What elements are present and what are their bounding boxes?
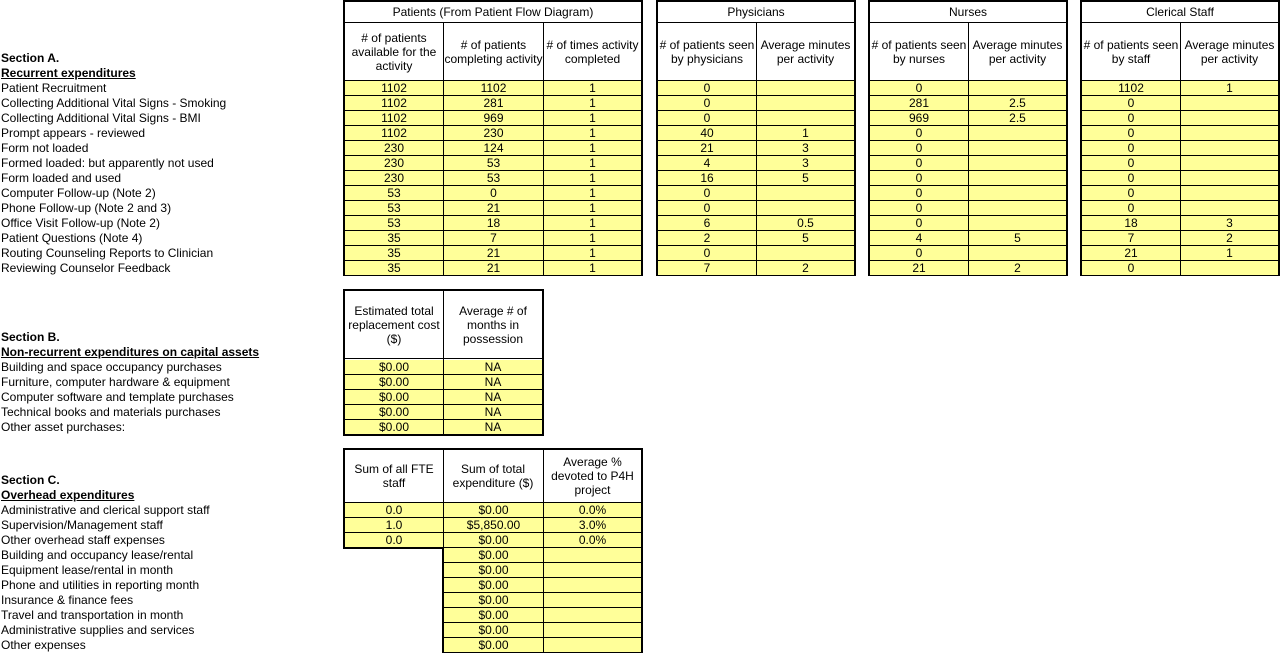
- cell-available[interactable]: 53: [345, 186, 443, 201]
- cell-staff-seen[interactable]: 18: [1082, 216, 1180, 231]
- cell-phys-min[interactable]: 1: [757, 126, 854, 141]
- cell-expenditure[interactable]: $5,850.00: [444, 518, 543, 533]
- cell-expenditure[interactable]: $0.00: [444, 623, 543, 638]
- cell-times[interactable]: 1: [544, 201, 641, 216]
- cell-available[interactable]: 35: [345, 261, 443, 276]
- row-label: Administrative supplies and services: [1, 623, 195, 637]
- cell-pct[interactable]: 3.0%: [544, 518, 641, 533]
- section-a-title: Section A.: [1, 51, 60, 65]
- cell-completing[interactable]: 969: [444, 111, 543, 126]
- cell-staff-seen[interactable]: 21: [1082, 246, 1180, 261]
- col-header-fte: Sum of all FTE staff: [354, 462, 434, 490]
- physicians-group-header: Physicians: [727, 5, 785, 19]
- cell-nurse-seen[interactable]: 281: [870, 96, 968, 111]
- cell-phys-seen[interactable]: 0: [658, 186, 756, 201]
- cell-fte[interactable]: 0.0: [345, 533, 443, 548]
- cell-completing[interactable]: 18: [444, 216, 543, 231]
- column-divider: [968, 22, 969, 276]
- column-divider: [1180, 22, 1181, 276]
- cell-completing[interactable]: 21: [444, 201, 543, 216]
- cell-nurse-seen[interactable]: 0: [870, 126, 968, 141]
- row-label: Insurance & finance fees: [1, 593, 134, 607]
- cell-pct[interactable]: [544, 548, 641, 563]
- cell-staff-min[interactable]: [1181, 111, 1278, 126]
- cell-staff-seen[interactable]: 0: [1082, 96, 1180, 111]
- row-label: Other expenses: [1, 638, 86, 652]
- cell-times[interactable]: 1: [544, 126, 641, 141]
- cell-completing[interactable]: 53: [444, 171, 543, 186]
- cell-available[interactable]: 1102: [345, 81, 443, 96]
- cell-completing[interactable]: 7: [444, 231, 543, 246]
- cell-expenditure[interactable]: $0.00: [444, 608, 543, 623]
- cell-times[interactable]: 1: [544, 141, 641, 156]
- cell-months[interactable]: NA: [444, 390, 542, 405]
- col-header-phys-min: Average minutes per activity: [760, 38, 851, 66]
- cell-completing[interactable]: 230: [444, 126, 543, 141]
- col-header-times: # of times activity completed: [546, 38, 639, 66]
- cell-phys-min[interactable]: [757, 246, 854, 261]
- cell-phys-min[interactable]: [757, 81, 854, 96]
- cell-available[interactable]: 230: [345, 156, 443, 171]
- column-divider: [443, 291, 444, 434]
- cell-staff-min[interactable]: [1181, 96, 1278, 111]
- column-divider: [543, 22, 544, 276]
- row-divider: [658, 80, 854, 81]
- column-divider: [543, 450, 544, 651]
- row-label: Reviewing Counselor Feedback: [1, 261, 171, 275]
- row-label: Computer software and template purchases: [1, 390, 234, 404]
- cell-pct[interactable]: [544, 623, 641, 638]
- cell-expenditure[interactable]: $0.00: [444, 563, 543, 578]
- cell-available[interactable]: 53: [345, 201, 443, 216]
- cell-times[interactable]: 1: [544, 171, 641, 186]
- col-header-nurse-seen: # of patients seen by nurses: [871, 38, 967, 66]
- cell-cost[interactable]: $0.00: [345, 375, 443, 390]
- cell-cost[interactable]: $0.00: [345, 405, 443, 420]
- cell-available[interactable]: 35: [345, 231, 443, 246]
- cell-staff-min[interactable]: [1181, 261, 1278, 276]
- cell-nurse-min[interactable]: [969, 81, 1066, 96]
- col-header-nurse-min: Average minutes per activity: [972, 38, 1063, 66]
- cell-fte[interactable]: 0.0: [345, 503, 443, 518]
- cell-expenditure[interactable]: $0.00: [444, 503, 543, 518]
- cell-completing[interactable]: 281: [444, 96, 543, 111]
- row-divider: [1082, 22, 1278, 23]
- cell-times[interactable]: 1: [544, 156, 641, 171]
- section-b-subtitle: Non-recurrent expenditures on capital assets: [1, 345, 260, 359]
- cell-nurse-min[interactable]: [969, 186, 1066, 201]
- row-label: Form not loaded: [1, 141, 89, 155]
- cell-available[interactable]: 1102: [345, 126, 443, 141]
- cell-nurse-min[interactable]: [969, 156, 1066, 171]
- cell-expenditure[interactable]: $0.00: [444, 533, 543, 548]
- row-divider: [345, 80, 641, 81]
- cell-completing[interactable]: 53: [444, 156, 543, 171]
- cell-times[interactable]: 1: [544, 216, 641, 231]
- cell-months[interactable]: NA: [444, 420, 542, 435]
- row-label: Phone Follow-up (Note 2 and 3): [1, 201, 172, 215]
- cell-times[interactable]: 1: [544, 231, 641, 246]
- cell-nurse-min[interactable]: [969, 246, 1066, 261]
- cell-phys-seen[interactable]: 0: [658, 111, 756, 126]
- row-label: Technical books and materials purchases: [1, 405, 221, 419]
- cell-staff-seen[interactable]: 1102: [1082, 81, 1180, 96]
- cell-times[interactable]: 1: [544, 81, 641, 96]
- cell-expenditure[interactable]: $0.00: [444, 578, 543, 593]
- col-header-expenditure: Sum of total expenditure ($): [452, 462, 534, 490]
- cell-times[interactable]: 1: [544, 246, 641, 261]
- cell-nurse-seen[interactable]: 0: [870, 171, 968, 186]
- row-label: Routing Counseling Reports to Clinician: [1, 246, 214, 260]
- cell-times[interactable]: 1: [544, 186, 641, 201]
- col-header-months: Average # of months in possession: [459, 303, 527, 346]
- cell-staff-seen[interactable]: 0: [1082, 186, 1180, 201]
- cell-pct[interactable]: 0.0%: [544, 503, 641, 518]
- cell-cost[interactable]: $0.00: [345, 420, 443, 435]
- cell-phys-seen[interactable]: 6: [658, 216, 756, 231]
- cell-completing[interactable]: 21: [444, 261, 543, 276]
- cell-staff-seen[interactable]: 0: [1082, 156, 1180, 171]
- col-header-phys-seen: # of patients seen by physicians: [659, 38, 755, 66]
- cell-expenditure[interactable]: $0.00: [444, 548, 543, 563]
- row-label: Other asset purchases:: [1, 420, 126, 434]
- cell-months[interactable]: NA: [444, 405, 542, 420]
- cell-completing[interactable]: 1102: [444, 81, 543, 96]
- cell-staff-seen[interactable]: 0: [1082, 141, 1180, 156]
- row-label: Travel and transportation in month: [1, 608, 184, 622]
- cell-nurse-seen[interactable]: 4: [870, 231, 968, 246]
- cell-nurse-seen[interactable]: 969: [870, 111, 968, 126]
- cell-cost[interactable]: $0.00: [345, 390, 443, 405]
- row-label: Supervision/Management staff: [1, 518, 163, 532]
- cell-available[interactable]: 230: [345, 141, 443, 156]
- cell-phys-seen[interactable]: 16: [658, 171, 756, 186]
- cell-available[interactable]: 35: [345, 246, 443, 261]
- col-header-staff-min: Average minutes per activity: [1184, 38, 1275, 66]
- cell-months[interactable]: NA: [444, 375, 542, 390]
- row-divider: [870, 80, 1066, 81]
- row-label: Patient Recruitment: [1, 81, 107, 95]
- cell-pct[interactable]: [544, 563, 641, 578]
- cell-staff-min[interactable]: 2: [1181, 231, 1278, 246]
- row-label: Phone and utilities in reporting month: [1, 578, 200, 592]
- cell-expenditure[interactable]: $0.00: [444, 593, 543, 608]
- cell-times[interactable]: 1: [544, 261, 641, 276]
- cell-staff-min[interactable]: [1181, 201, 1278, 216]
- cell-times[interactable]: 1: [544, 96, 641, 111]
- row-label: Collecting Additional Vital Signs - BMI: [1, 111, 201, 125]
- cell-nurse-seen[interactable]: 0: [870, 141, 968, 156]
- cell-staff-seen[interactable]: 0: [1082, 261, 1180, 276]
- row-label: Building and space occupancy purchases: [1, 360, 222, 374]
- cell-available[interactable]: 230: [345, 171, 443, 186]
- column-divider: [443, 22, 444, 276]
- cell-expenditure[interactable]: $0.00: [444, 638, 543, 653]
- row-label: Collecting Additional Vital Signs - Smoking: [1, 96, 227, 110]
- cell-staff-seen[interactable]: 0: [1082, 111, 1180, 126]
- row-label: Computer Follow-up (Note 2): [1, 186, 156, 200]
- cell-available[interactable]: 53: [345, 216, 443, 231]
- row-divider: [345, 502, 641, 503]
- cell-phys-seen[interactable]: 2: [658, 231, 756, 246]
- cell-phys-min[interactable]: 5: [757, 231, 854, 246]
- cell-nurse-seen[interactable]: 0: [870, 156, 968, 171]
- cell-nurse-min[interactable]: [969, 201, 1066, 216]
- cell-nurse-min[interactable]: [969, 141, 1066, 156]
- cell-phys-min[interactable]: [757, 96, 854, 111]
- cell-pct[interactable]: [544, 608, 641, 623]
- cell-nurse-seen[interactable]: 0: [870, 81, 968, 96]
- cell-nurse-min[interactable]: [969, 126, 1066, 141]
- row-label: Prompt appears - reviewed: [1, 126, 146, 140]
- cell-nurse-seen[interactable]: 0: [870, 216, 968, 231]
- row-divider: [870, 22, 1066, 23]
- cell-pct[interactable]: [544, 593, 641, 608]
- cell-phys-min[interactable]: 3: [757, 141, 854, 156]
- section-c-subtitle: Overhead expenditures: [1, 488, 135, 502]
- cell-nurse-min[interactable]: [969, 216, 1066, 231]
- row-divider: [658, 22, 854, 23]
- row-label: Equipment lease/rental in month: [1, 563, 174, 577]
- cell-phys-min[interactable]: 3: [757, 156, 854, 171]
- section-a-subtitle: Recurrent expenditures: [1, 66, 136, 80]
- clerical-group-header: Clerical Staff: [1146, 5, 1214, 19]
- cell-phys-min[interactable]: [757, 201, 854, 216]
- row-label: Patient Questions (Note 4): [1, 231, 143, 245]
- cell-staff-min[interactable]: 1: [1181, 81, 1278, 96]
- cell-nurse-seen[interactable]: 0: [870, 246, 968, 261]
- cell-available[interactable]: 1102: [345, 96, 443, 111]
- cell-pct[interactable]: 0.0%: [544, 533, 641, 548]
- cell-phys-seen[interactable]: 0: [658, 96, 756, 111]
- column-divider: [443, 450, 444, 547]
- cell-completing[interactable]: 124: [444, 141, 543, 156]
- section-b-title: Section B.: [1, 330, 60, 344]
- section-c-title: Section C.: [1, 473, 60, 487]
- col-header-available: # of patients available for the activity: [351, 31, 437, 73]
- cell-nurse-min[interactable]: 5: [969, 231, 1066, 246]
- col-header-cost: Estimated total replacement cost ($): [348, 303, 440, 346]
- cell-staff-min[interactable]: 1: [1181, 246, 1278, 261]
- cell-staff-min[interactable]: 3: [1181, 216, 1278, 231]
- cell-staff-min[interactable]: [1181, 141, 1278, 156]
- cell-phys-seen[interactable]: 4: [658, 156, 756, 171]
- cell-nurse-min[interactable]: 2.5: [969, 111, 1066, 126]
- cell-available[interactable]: 1102: [345, 111, 443, 126]
- col-header-pct: Average % devoted to P4H project: [551, 455, 634, 497]
- row-label: Furniture, computer hardware & equipment: [1, 375, 230, 389]
- cell-completing[interactable]: 0: [444, 186, 543, 201]
- row-label: Other overhead staff expenses: [1, 533, 165, 547]
- cell-cost[interactable]: $0.00: [345, 360, 443, 375]
- cell-nurse-seen[interactable]: 0: [870, 186, 968, 201]
- cell-nurse-min[interactable]: 2: [969, 261, 1066, 276]
- cell-staff-min[interactable]: [1181, 126, 1278, 141]
- patients-group-header: Patients (From Patient Flow Diagram): [392, 5, 594, 19]
- cell-phys-min[interactable]: 2: [757, 261, 854, 276]
- cell-staff-seen[interactable]: 7: [1082, 231, 1180, 246]
- row-label: Building and occupancy lease/rental: [1, 548, 194, 562]
- col-header-completing: # of patients completing activity: [444, 38, 543, 66]
- cell-months[interactable]: NA: [444, 360, 542, 375]
- cell-pct[interactable]: [544, 578, 641, 593]
- nurses-group-header: Nurses: [948, 5, 987, 19]
- cell-staff-seen[interactable]: 0: [1082, 201, 1180, 216]
- row-label: Formed loaded: but apparently not used: [1, 156, 214, 170]
- cell-nurse-min[interactable]: [969, 171, 1066, 186]
- cell-staff-seen[interactable]: 0: [1082, 126, 1180, 141]
- cell-staff-seen[interactable]: 0: [1082, 171, 1180, 186]
- row-divider: [1082, 80, 1278, 81]
- cell-nurse-seen[interactable]: 21: [870, 261, 968, 276]
- cell-nurse-seen[interactable]: 0: [870, 201, 968, 216]
- row-label: Form loaded and used: [1, 171, 122, 185]
- cell-staff-min[interactable]: [1181, 186, 1278, 201]
- cell-nurse-min[interactable]: 2.5: [969, 96, 1066, 111]
- cell-phys-min[interactable]: [757, 111, 854, 126]
- row-label: Administrative and clerical support staff: [1, 503, 210, 517]
- cell-pct[interactable]: [544, 638, 641, 653]
- column-divider: [756, 22, 757, 276]
- row-divider: [345, 22, 641, 23]
- cell-completing[interactable]: 21: [444, 246, 543, 261]
- cell-phys-seen[interactable]: 0: [658, 81, 756, 96]
- cell-phys-seen[interactable]: 7: [658, 261, 756, 276]
- cell-times[interactable]: 1: [544, 111, 641, 126]
- cell-phys-min[interactable]: 5: [757, 171, 854, 186]
- row-divider: [345, 358, 542, 359]
- cell-staff-min[interactable]: [1181, 171, 1278, 186]
- col-header-staff-seen: # of patients seen by staff: [1083, 38, 1179, 66]
- cell-phys-min[interactable]: [757, 186, 854, 201]
- row-label: Office Visit Follow-up (Note 2): [1, 216, 160, 230]
- cell-phys-min[interactable]: 0.5: [757, 216, 854, 231]
- cell-fte[interactable]: 1.0: [345, 518, 443, 533]
- cell-phys-seen[interactable]: 21: [658, 141, 756, 156]
- cell-phys-seen[interactable]: 40: [658, 126, 756, 141]
- cell-staff-min[interactable]: [1181, 156, 1278, 171]
- cell-phys-seen[interactable]: 0: [658, 246, 756, 261]
- cell-phys-seen[interactable]: 0: [658, 201, 756, 216]
